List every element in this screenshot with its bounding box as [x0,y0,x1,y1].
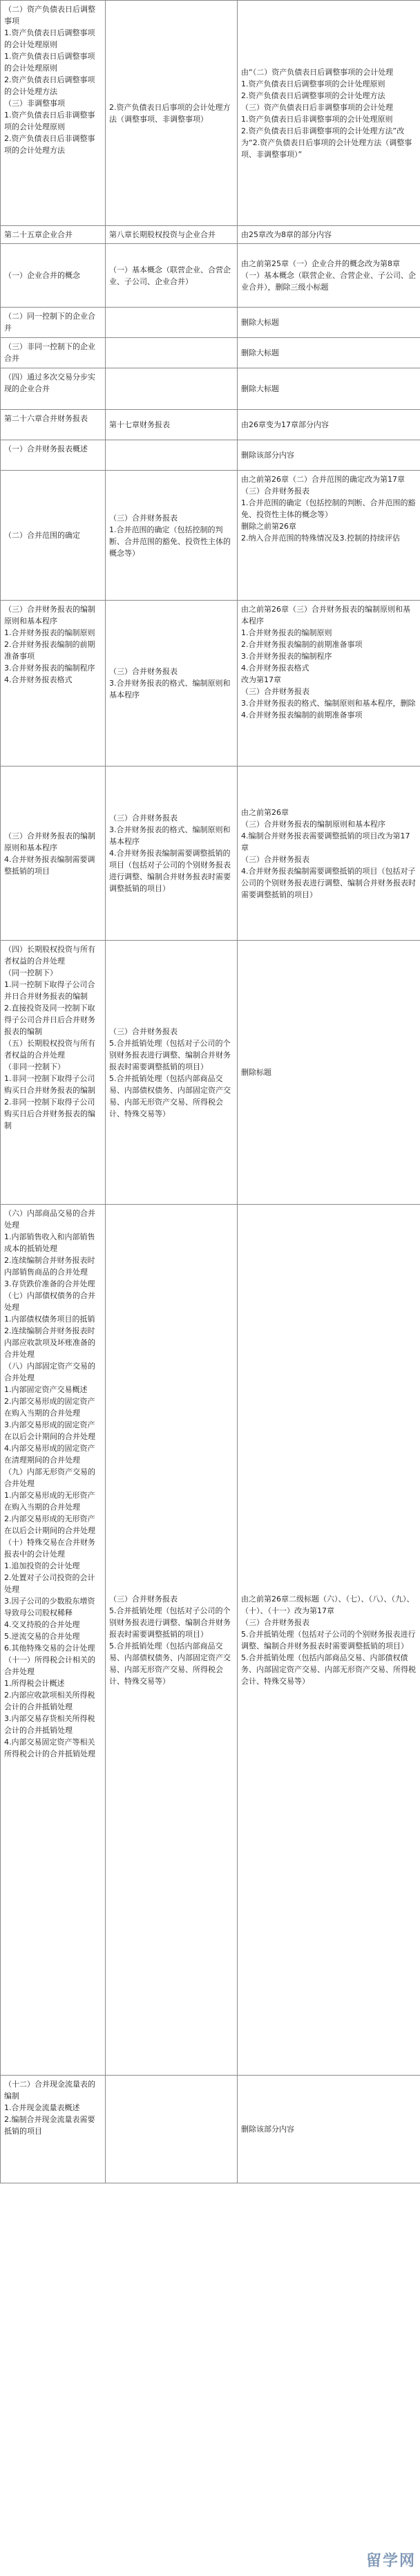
cell-line: 2.非同一控制下取得子公司购买日后合并财务报表的编制 [4,1098,95,1130]
cell-line: 删除之前第26章 [241,522,296,531]
change-note-cell [238,338,420,368]
cell-line: 由之前第26章 [241,807,289,817]
cell-line: 3.合并财务报表的格式、编制原则和基本程序 [109,679,231,699]
cell-line: 2.连续编制合并财务报表时内部应收款项及坏账准备的合并处理 [4,1326,95,1359]
cell-line: 4.内部交易固定资产等相关所得税会计的合并抵销处理 [4,1738,95,1758]
cell-line: （一）企业合并的概念 [4,271,80,280]
cell-line: （三）合并财务报表 [241,687,309,696]
cell-line: （三）合并财务报表 [109,513,178,523]
cell-line: 1.内部销售收入和内部销售成本的抵销处理 [4,1232,95,1253]
old-outline-cell [1,338,106,368]
old-outline-cell [1,368,106,410]
cell-line: 4.编制合并财务报表需要调整抵销的项目改为第17章 [241,831,410,852]
cell-line: 4.合并财务报表格式 [4,675,73,684]
old-outline-cell [1,471,106,601]
table-row [1,941,420,1205]
cell-line: 由26章变为17章部分内容 [241,420,329,429]
site-watermark: 留学网 [365,2553,416,2570]
cell-line: 5.合并抵销处理（包括内部商品交易、内部债权债务、内部固定资产交易、内部无形资产交易、所得税会计、特殊交易等） [109,1641,231,1686]
cell-line: 4.内部交易形成的固定资产在清理期间的合并处理 [4,1444,95,1465]
table-row [1,601,420,767]
cell-line: 5.合并抵销处理（包括对子公司的个别财务报表进行调整、编制合并财务报表时需要调整抵销的项目） [109,1038,231,1071]
cell-line: （十二）合并现金流量表的编制 [4,2080,95,2100]
cell-line: 5.逆流交易的合并处理 [4,1632,80,1641]
cell-line: 2.内部交易形成的固定资产在购入当期的合并处理 [4,1397,95,1418]
cell-line: 1.资产负债表日后调整事项的会计处理原则 [4,52,95,73]
cell-line: 由25章改为8章的部分内容 [241,230,332,239]
cell-line: 1.资产负债表日后调整事项的会计处理原则 [241,79,385,88]
cell-line: 3.内部交易形成的固定资产在以后会计期间的合并处理 [4,1420,95,1441]
cell-line: 1.合并范围的确定（包括控制的判断、合并范围的豁免、投资性主体的概念等） [109,525,231,558]
cell-line: （四）长期股权投资与所有者权益的合并处理 [4,945,95,966]
cell-line: （三）合并财务报表的编制原则和基本程序 [4,831,95,852]
table-row [1,410,420,440]
change-note-cell [238,308,420,338]
cell-line: （十一）所得税会计相关的合并处理 [4,1655,95,1676]
table-row [1,2076,420,2183]
cell-line: 2.编制合并现金流量表需要抵销的项目 [4,2115,95,2136]
cell-line: （一）合并财务报表概述 [4,444,88,453]
cell-line: （九）内部无形资产交易的合并处理 [4,1467,95,1488]
change-note-cell [238,767,420,941]
cell-line: 第二十五章企业合并 [4,230,73,239]
cell-line: 1.内部债权债务项目的抵销 [4,1315,95,1324]
new-outline-cell [106,440,238,471]
cell-line: 由“（二）资产负债表日后调整事项的会计处理 [241,67,394,77]
cell-line: 删除该部分内容 [241,451,294,460]
cell-line: 2.内部应收款项相关所得税会计的合并抵销处理 [4,1691,95,1711]
new-outline-cell [106,308,238,338]
cell-line: （六）内部商品交易的合并处理 [4,1209,95,1230]
change-note-cell [238,244,420,308]
cell-line: 删除大标题 [241,318,279,327]
cell-line: （三）合并财务报表 [109,1594,178,1604]
change-note-cell [238,410,420,440]
change-note-cell [238,226,420,244]
table-row [1,471,420,601]
cell-line: （三）合并财务报表的编制原则和基本程序 [241,819,385,829]
table-row [1,1,420,226]
change-note-cell [238,471,420,601]
cell-line: 1.合并财务报表的编制原则 [241,628,332,637]
cell-line: 第十七章财务报表 [109,420,170,429]
new-outline-cell [106,244,238,308]
cell-line: 删除标题 [241,1068,271,1077]
cell-line: 5.合并抵销处理（包括内部商品交易、内部债权债务、内部固定资产交易、内部无形资产交易、所得税会计、特殊交易等） [109,1073,231,1118]
old-outline-cell [1,244,106,308]
old-outline-cell [1,440,106,471]
cell-line: （非同一控制下） [4,1062,65,1071]
cell-line: （三）合并财务报表 [241,487,309,496]
cell-line: 3.内部交易存货相关所得税会计的合并抵销处理 [4,1714,95,1735]
table-row [1,308,420,338]
cell-line: 2.资产负债表日后调整事项的会计处理方法 [4,75,95,96]
cell-line: （三）合并财务报表的编制原则和基本程序 [4,605,95,626]
cell-line: 改为第17章 [241,675,281,684]
cell-line: 4.合并财务报表编制需要调整抵销的项目 [4,854,95,876]
cell-line: 由之前第26章（二）合并范围的确定改为第17章 [241,475,405,484]
table-row [1,440,420,471]
cell-line: （三）合并财务报表 [241,1617,309,1627]
cell-line: （二）合并范围的确定 [4,531,80,540]
cell-line: 2.直接投资及同一控制下取得子公司合并日后合并财务报表的编制 [4,1004,95,1036]
cell-line: 6.其他特殊交易的会计处理 [4,1644,95,1653]
old-outline-cell [1,226,106,244]
cell-line: （十）特殊交易在合并财务报表中的会计处理 [4,1538,95,1559]
cell-line: 4.合并财务报表编制需要调整抵销的项目（包括对子公司的个别财务报表进行调整、编制合并财务报表时需要调整抵销的项目） [109,849,231,893]
cell-line: 2.资产负债表日后事项的会计处理方法（调整事项、非调整事项） [109,102,231,124]
cell-line: 5.合并抵销处理（包括对子公司的个别财务报表进行调整、编制合并财务报表时需要调整抵销的项目） [241,1629,416,1651]
cell-line: 3.因子公司的少数股东增资导致母公司股权稀释 [4,1597,95,1617]
cell-line: 删除大标题 [241,384,279,393]
old-outline-cell [1,767,106,941]
cell-line: 1.合并范围的确定（包括控制的判断、合并范围的豁免、投资性主体的概念等） [241,498,416,519]
old-outline-cell [1,1205,106,2076]
table-row [1,338,420,368]
cell-line: 2.连续编制合并财务报表时内部销售商品的合并处理 [4,1256,95,1277]
cell-line: 2.纳入合并范围的特殊情况及3.控制的持续评估 [241,534,400,543]
cell-line: （同一控制下） [4,968,57,977]
cell-line: 3.合并财务报表的编制程序 [4,664,95,673]
new-outline-cell [106,601,238,767]
cell-line: （三）合并财务报表 [109,814,178,822]
change-note-cell [238,2076,420,2183]
cell-line: 3.合并财务报表的格式、编制原则和基本程序 [109,825,231,846]
cell-line: 2.合并财务报表编制的前期准备事项 [241,640,363,649]
table-row [1,368,420,410]
cell-line: （三）合并财务报表 [241,854,309,864]
table-row [1,244,420,308]
cell-line: 第八章长期股权投资与企业合并 [109,230,216,239]
cell-line: 5.合并抵销处理（包括内部商品交易、内部债权债务、内部固定资产交易、内部无形资产交易、所得税会计、特殊交易等） [241,1653,416,1686]
cell-line: 4.交叉持股的合并处理 [4,1620,80,1629]
cell-line: 1.同一控制下取得子公司合并日合并财务报表的编制 [4,980,95,1001]
old-outline-cell [1,308,106,338]
cell-line: （二）同一控制下的企业合并 [4,312,95,332]
cell-line: （三）合并财务报表 [109,667,178,676]
cell-line: 2.处置对子公司投资的会计处理 [4,1573,95,1594]
cell-line: 1.内部交易形成的无形资产在购入当期的合并处理 [4,1491,95,1512]
cell-line: 2.内部交易形成的无形资产在以后会计期间的合并处理 [4,1514,95,1535]
table-row [1,1205,420,2076]
cell-line: 删除大标题 [241,348,279,357]
old-outline-cell [1,941,106,1205]
new-outline-cell [106,368,238,410]
cell-line: 由之前第25章（一）企业合并的概念改为第8章（一）基本概念（联营企业、合营企业、子公司、企业合并），删除三级小标题 [241,259,416,292]
change-note-cell [238,1205,420,2076]
cell-line: 1.合并现金流量表概述 [4,2103,80,2112]
change-note-cell [238,601,420,767]
cell-line: 5.合并抵销处理（包括对子公司的个别财务报表进行调整、编制合并财务报表时需要调整抵销的项目） [109,1606,231,1639]
cell-line: （三）资产负债表日后非调整事项的会计处理 [241,102,393,112]
old-outline-cell [1,1,106,226]
new-outline-cell [106,1205,238,2076]
cell-line: 1.资产负债表日后非调整事项的会计处理原则 [241,114,393,124]
new-outline-cell [106,410,238,440]
change-note-cell [238,440,420,471]
cell-line: 3.合并财务报表的格式、编制原则和基本程序，删除4.合并财务报表编制的前期准备事项 [241,699,416,720]
cell-line: 1.合并财务报表的编制原则 [4,628,95,637]
cell-line: 2.合并财务报表编制的前期准备事项 [4,640,95,661]
cell-line: 1.内部固定资产交易概述 [4,1385,88,1394]
cell-line: （三）非调整事项 [4,99,65,108]
cell-line: 1.资产负债表日后非调整事项的会计处理原则 [4,111,95,131]
table-row [1,767,420,941]
new-outline-cell [106,767,238,941]
change-note-cell [238,368,420,410]
new-outline-cell [106,2076,238,2183]
table-row [1,226,420,244]
cell-line: 4.合并财务报表编制需要调整抵销的项目（包括对子公司的个别财务报表进行调整、编制合并财务报表时需要调整抵销的项目） [241,866,416,899]
cell-line: 1.非同一控制下取得子公司购买日合并财务报表的编制 [4,1074,95,1095]
cell-line: （四）通过多次交易分步实现的企业合并 [4,373,95,393]
cell-line: 由之前第26章（三）合并财务报表的编制原则和基本程序 [241,605,410,626]
cell-line: 1.资产负债表日后调整事项的会计处理原则 [4,28,95,49]
cell-line: 1.追加投资的会计处理 [4,1561,80,1570]
cell-line: （七）内部债权债务的合并处理 [4,1291,95,1312]
cell-line: （一）基本概念（联营企业、合营企业、子公司、企业合并） [109,265,231,286]
cell-line: 4.合并财务报表格式 [241,664,309,673]
cell-line: 由之前第26章二级标题（六）、（七）、（八）、（九）、（十）、（十一）改为第17章 [241,1594,414,1615]
new-outline-cell [106,1,238,226]
table-body [1,1,420,2183]
new-outline-cell [106,471,238,601]
cell-line: 删除该部分内容 [241,2125,294,2134]
cell-line: （八）内部固定资产交易的合并处理 [4,1362,95,1382]
cell-line: （五）长期股权投资与所有者权益的合并处理 [4,1039,95,1060]
cell-line: （二）资产负债表日后调整事项 [4,5,95,26]
cell-line: （三）合并财务报表 [109,1026,178,1036]
cell-line: 2.资产负债表日后调整事项的会计处理方法 [241,91,385,100]
old-outline-cell [1,601,106,767]
cell-line: （三）非同一控制下的企业合并 [4,342,95,363]
cell-line: 2.资产负债表日后非调整事项的会计处理方法”改为“2.资产负债表日后事项的会计处理方法（调整事项、非调整事项）” [241,126,412,159]
change-note-cell [238,1,420,226]
new-outline-cell [106,226,238,244]
cell-line: 3.存货跌价准备的合并处理 [4,1279,95,1288]
new-outline-cell [106,338,238,368]
cell-line: 2.资产负债表日后非调整事项的会计处理方法 [4,134,95,155]
new-outline-cell [106,941,238,1205]
change-note-cell [238,941,420,1205]
cell-line: 第二十六章合并财务报表 [4,414,88,423]
cell-line: 3.合并财务报表的编制程序 [241,652,332,661]
cell-line: 1.所得税会计概述 [4,1679,65,1688]
old-outline-cell [1,410,106,440]
old-outline-cell [1,2076,106,2183]
